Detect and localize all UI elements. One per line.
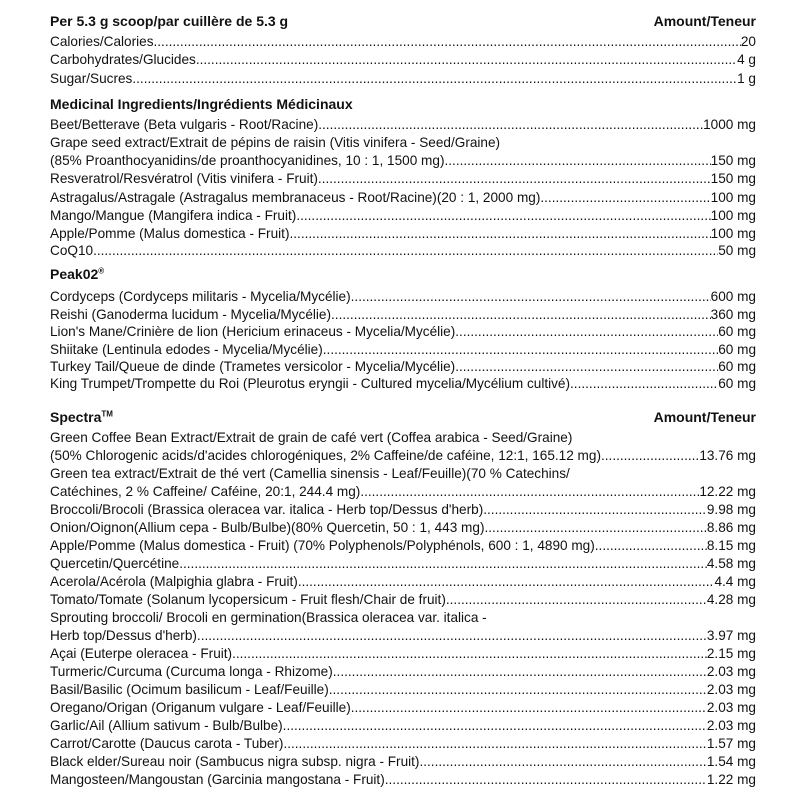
ingredient-row: Turmeric/Curcuma (Curcuma longa - Rhizome) ..... 2.03 mg [50,662,756,682]
ingredient-row: Black elder/Sureau noir (Sambucus nigra subsp. nigra - Fruit) ..... 1.54 mg [50,752,756,772]
ingredient-row: Catéchines, 2 % Caffeine/ Caféine, 20:1, 244.4 mg) ..... 12.22 mg [50,482,756,502]
ingredient-row: Beet/Betterave (Beta vulgaris - Root/Racine) ..... 1000 mg [50,115,756,135]
ingredient-row: Reishi (Ganoderma lucidum - Mycelia/Mycélie) ..... 360 mg [50,305,756,325]
medicinal-ingredients-title: Medicinal Ingredients/Ingrédients Médicinaux [50,96,353,112]
ingredient-row: Cordyceps (Cordyceps militaris - Mycelia/Mycélie) ..... 600 mg [50,287,756,307]
ingredient-row: Garlic/Ail (Allium sativum - Bulb/Bulbe) ..... 2.03 mg [50,716,756,736]
ingredient-row: Astragalus/Astragale (Astragalus membranaceus - Root/Racine)(20 : 1, 2000 mg) ..... 100 mg [50,188,756,208]
ingredient-row: Mangosteen/Mangoustan (Garcinia mangostana - Fruit) ..... 1.22 mg [50,770,756,790]
ingredient-row: Herb top/Dessus d'herb) ..... 3.97 mg [50,626,756,646]
ingredient-row-continued: Green tea extract/Extrait de thé vert (Camellia sinensis - Leaf/Feuille)(70 % Catechins/ [50,466,570,481]
ingredient-row: Quercetin/Quercétine ..... 4.58 mg [50,554,756,574]
ingredient-row: King Trumpet/Trompette du Roi (Pleurotus eryngii - Cultured mycelia/Mycélium cultivé) ..... 60 mg [50,374,756,394]
ingredient-row-continued: Green Coffee Bean Extract/Extrait de grain de café vert (Coffea arabica - Seed/Graine) [50,430,573,445]
ingredient-row-continued: Grape seed extract/Extrait de pépins de raisin (Vitis vinifera - Seed/Graine) [50,135,501,150]
spectra-header [50,407,756,427]
peak02-title: Peak02® [50,266,105,282]
ingredient-row: Lion's Mane/Crinière de lion (Hericium erinaceus - Mycelia/Mycélie) ..... 60 mg [50,322,756,342]
ingredient-row: Resveratrol/Resvératrol (Vitis vinifera - Fruit) ..... 150 mg [50,169,756,189]
ingredient-row: Apple/Pomme (Malus domestica - Fruit) (70% Polyphenols/Polyphénols, 600 : 1, 4890 mg) ..... 8.15 mg [50,536,756,556]
spectra-title: Spectra™ [50,409,113,425]
ingredient-row: Açai (Euterpe oleracea - Fruit) ..... 2.15 mg [50,644,756,664]
registered-mark: ® [98,266,105,276]
ingredient-row: Carrot/Carotte (Daucus carota - Tuber) ..... 1.57 mg [50,734,756,754]
amount-header: Amount/Teneur [653,13,756,29]
ingredient-row: Apple/Pomme (Malus domestica - Fruit) ..... 100 mg [50,224,756,244]
ingredient-row: Mango/Mangue (Mangifera indica - Fruit) ..... 100 mg [50,206,756,226]
amount-header: Amount/Teneur [653,409,756,425]
ingredient-row: Broccoli/Brocoli (Brassica oleracea var. italica - Herb top/Dessus d'herb) ..... 9.98 mg [50,500,756,520]
ingredient-row: Oregano/Origan (Origanum vulgare - Leaf/Feuille) ..... 2.03 mg [50,698,756,718]
ingredient-row: (85% Proanthocyanidins/de proanthocyanidines, 10 : 1, 1500 mg) ..... 150 mg [50,151,756,171]
ingredient-row-continued: Sprouting broccoli/ Brocoli en germination(Brassica oleracea var. italica - [50,610,487,625]
nutrition-row: Calories/Calories ..... 20 [50,32,756,52]
nutrition-row: Sugar/Sucres ..... 1 g [50,69,756,89]
ingredient-row: Acerola/Acérola (Malpighia glabra - Fruit) ..... 4.4 mg [50,572,756,592]
serving-header [50,11,756,31]
serving-size: Per 5.3 g scoop/par cuillère de 5.3 g [50,13,289,29]
ingredient-row: Basil/Basilic (Ocimum basilicum - Leaf/Feuille) ..... 2.03 mg [50,680,756,700]
ingredient-row: Onion/Oignon(Allium cepa - Bulb/Bulbe)(80% Quercetin, 50 : 1, 443 mg) ..... 8.86 mg [50,518,756,538]
ingredient-row: Shiitake (Lentinula edodes - Mycelia/Mycélie) ..... 60 mg [50,340,756,360]
ingredient-row: Turkey Tail/Queue de dinde (Trametes versicolor - Mycelia/Mycélie) ..... 60 mg [50,357,756,377]
ingredient-row: CoQ10 ..... 50 mg [50,241,756,261]
ingredient-row: (50% Chlorogenic acids/d'acides chlorogéniques, 2% Caffeine/de caféine, 12:1, 165.12 mg) ..... 13.76 mg [50,446,756,466]
nutrition-row: Carbohydrates/Glucides ..... 4 g [50,50,756,70]
ingredient-row: Tomato/Tomate (Solanum lycopersicum - Fruit flesh/Chair de fruit) ..... 4.28 mg [50,590,756,610]
trademark-mark: TM [101,409,113,419]
